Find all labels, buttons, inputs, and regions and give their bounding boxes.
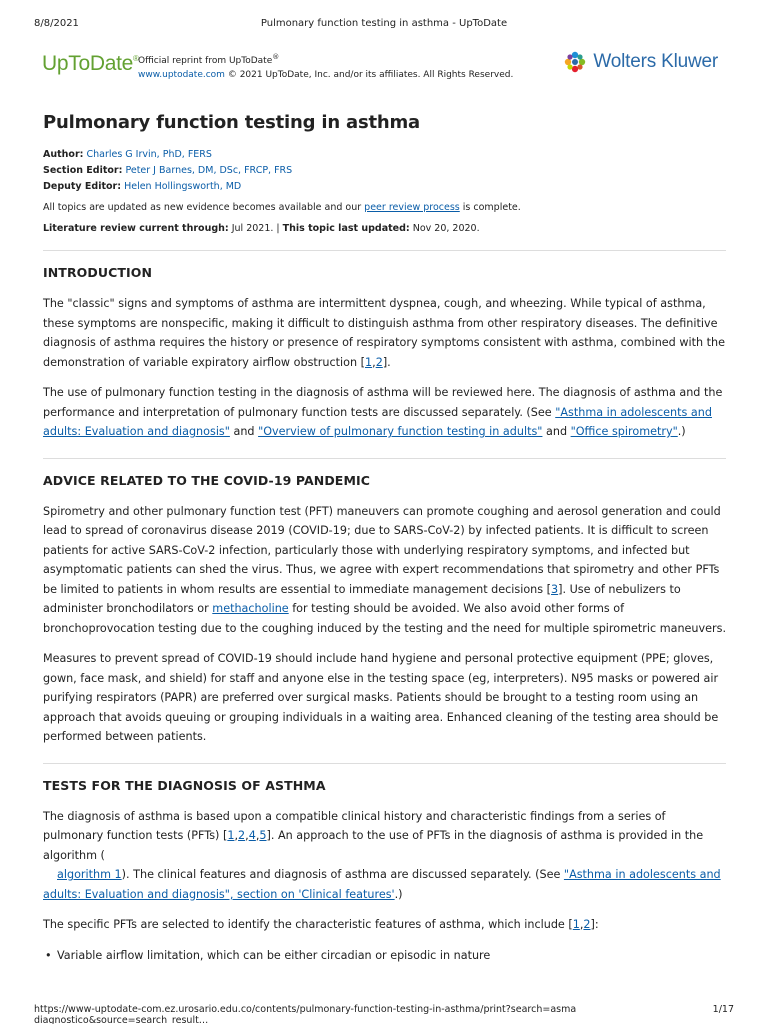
reference-link[interactable]: 2	[583, 918, 591, 931]
print-page-title: Pulmonary function testing in asthma - UpToDate	[260, 18, 508, 29]
author-line: Author: Charles G Irvin, PhD, FERS	[43, 149, 212, 160]
topic-link-asthma-evaluation[interactable]: "Asthma in adolescents and adults: Evaluation and diagnosis"	[43, 405, 712, 438]
uptodate-site-link[interactable]: www.uptodate.com	[138, 70, 225, 80]
deputy-editor-link[interactable]: Helen Hollingsworth, MD	[124, 181, 242, 192]
topic-link-pft-overview[interactable]: "Overview of pulmonary function testing in adults"	[258, 425, 543, 438]
list-item: • Variable airflow limitation, which can be either circadian or episodic in nature	[43, 946, 726, 966]
covid-paragraph-2: Measures to prevent spread of COVID-19 should include hand hygiene and personal protective equipment (PPE; gloves, gown, face mask, and shield) for staff and anyone else in the testing space (eg, interpreters). N95 masks or powered air purifying respirators (PAPR) are preferred over surgical masks. Patients should be brought to a testing room using an approach that avoids queuing or grouping individuals in a waiting area. Enhanced cleaning of the testing area should be performed between patients.	[43, 652, 719, 743]
drug-link-methacholine[interactable]: methacholine	[212, 602, 289, 615]
update-notice: All topics are updated as new evidence becomes available and our peer review process is complete.	[43, 202, 521, 213]
reprint-notice: Official reprint from UpToDate® www.uptodate.com © 2021 UpToDate, Inc. and/or its affiliates. All Rights Reserved.	[138, 53, 514, 80]
divider	[43, 250, 726, 251]
reference-link[interactable]: 1	[227, 829, 235, 842]
section-heading-covid: ADVICE RELATED TO THE COVID-19 PANDEMIC	[43, 472, 371, 488]
algorithm-link[interactable]: algorithm 1	[57, 868, 122, 881]
article-title: Pulmonary function testing in asthma	[43, 112, 420, 133]
article	[43, 112, 726, 965]
intro-paragraph-1: The "classic" signs and symptoms of asthma are intermittent dyspnea, cough, and wheezing. While typical of asthma, these symptoms are nonspecific, making it difficult to distinguish asthma from other respiratory diseases. The definitive diagnosis of asthma requires the history or presence of respiratory symptoms consistent with asthma, combined with the demonstration of variable expiratory airflow obstruction [1,2].	[43, 297, 725, 369]
tests-paragraph-2: The specific PFTs are selected to identify the characteristic features of asthma, which include [1,2]:	[43, 918, 599, 931]
wolters-kluwer-mark-icon	[563, 50, 587, 74]
section-editor-link[interactable]: Peter J Barnes, DM, DSc, FRCP, FRS	[125, 165, 293, 176]
divider	[43, 763, 726, 764]
reference-link[interactable]: 1	[572, 918, 580, 931]
reference-link[interactable]: 4	[248, 829, 256, 842]
divider	[43, 458, 726, 459]
section-heading-tests: TESTS FOR THE DIAGNOSIS OF ASTHMA	[43, 777, 326, 793]
section-editor-line: Section Editor: Peter J Barnes, DM, DSc, FRCP, FRS	[43, 165, 293, 176]
author-link[interactable]: Charles G Irvin, PhD, FERS	[86, 149, 212, 160]
brand-bar	[42, 46, 718, 86]
topic-link-office-spirometry[interactable]: "Office spirometry"	[570, 425, 678, 438]
print-date: 8/8/2021	[34, 18, 79, 29]
reference-link[interactable]: 3	[551, 582, 559, 596]
wolters-kluwer-logo: Wolters Kluwer	[563, 50, 718, 74]
reference-link[interactable]: 1	[365, 355, 373, 369]
article-credits	[43, 147, 726, 195]
covid-paragraph-1: Spirometry and other pulmonary function test (PFT) maneuvers can promote coughing and aerosol generation and could lead to spread of coronavirus disease 2019 (COVID-19; due to SARS-CoV-2) by infected patients. It is difficult to screen patients for active SARS-CoV-2 infection, particularly those with underlying respiratory symptoms, and infected but asymptomatic patients can shed the virus. Thus, we agree with expert recommendations that spirometry and other PFTs be limited to patients in whom results are essential to immediate management decisions [3]. Use of nebulizers to administer bronchodilators or methacholine for testing should be avoided. We also avoid other forms of bronchoprovocation testing due to the coughing induced by the testing and the need for multiple spirometric maneuvers.	[43, 504, 726, 635]
reference-link[interactable]: 2	[238, 829, 246, 842]
topic-link-clinical-features[interactable]: "Asthma in adolescents and adults: Evaluation and diagnosis", section on 'Clinical features'	[43, 868, 721, 901]
reference-link[interactable]: 5	[259, 829, 267, 842]
tests-paragraph-1: The diagnosis of asthma is based upon a compatible clinical history and characteristic findings from a series of pulmonary function tests (PFTs) [1,2,4,5]. An approach to the use of PFTs in the diagnosis of asthma is provided in the algorithm ( algorithm 1). The clinical features and diagnosis of asthma are discussed separately. (See "Asthma in adolescents and adults: Evaluation and diagnosis", section on 'Clinical features'.)	[43, 809, 721, 901]
reference-link[interactable]: 2	[375, 355, 383, 369]
section-heading-introduction: INTRODUCTION	[43, 265, 153, 280]
intro-paragraph-2: The use of pulmonary function testing in the diagnosis of asthma will be reviewed here. The diagnosis of asthma and the performance and interpretation of pulmonary function tests are discussed separately. (See "Asthma in adolescents and adults: Evaluation and diagnosis" and "Overview of pulmonary function testing in adults" and "Office spirometry".)	[43, 386, 723, 438]
deputy-editor-line: Deputy Editor: Helen Hollingsworth, MD	[43, 181, 242, 192]
peer-review-link[interactable]: peer review process	[364, 202, 460, 213]
review-dates: Literature review current through: Jul 2021. | This topic last updated: Nov 20, 2020.	[43, 223, 480, 234]
print-header	[34, 18, 734, 32]
print-url: https://www-uptodate-com.ez.urosario.edu.co/contents/pulmonary-function-testing-in-asthma/print?search=asma diagnostico&source=search_result…	[34, 1004, 577, 1024]
uptodate-logo[interactable]: UpToDate®	[42, 52, 139, 75]
page-number: 1/17	[712, 1004, 734, 1015]
